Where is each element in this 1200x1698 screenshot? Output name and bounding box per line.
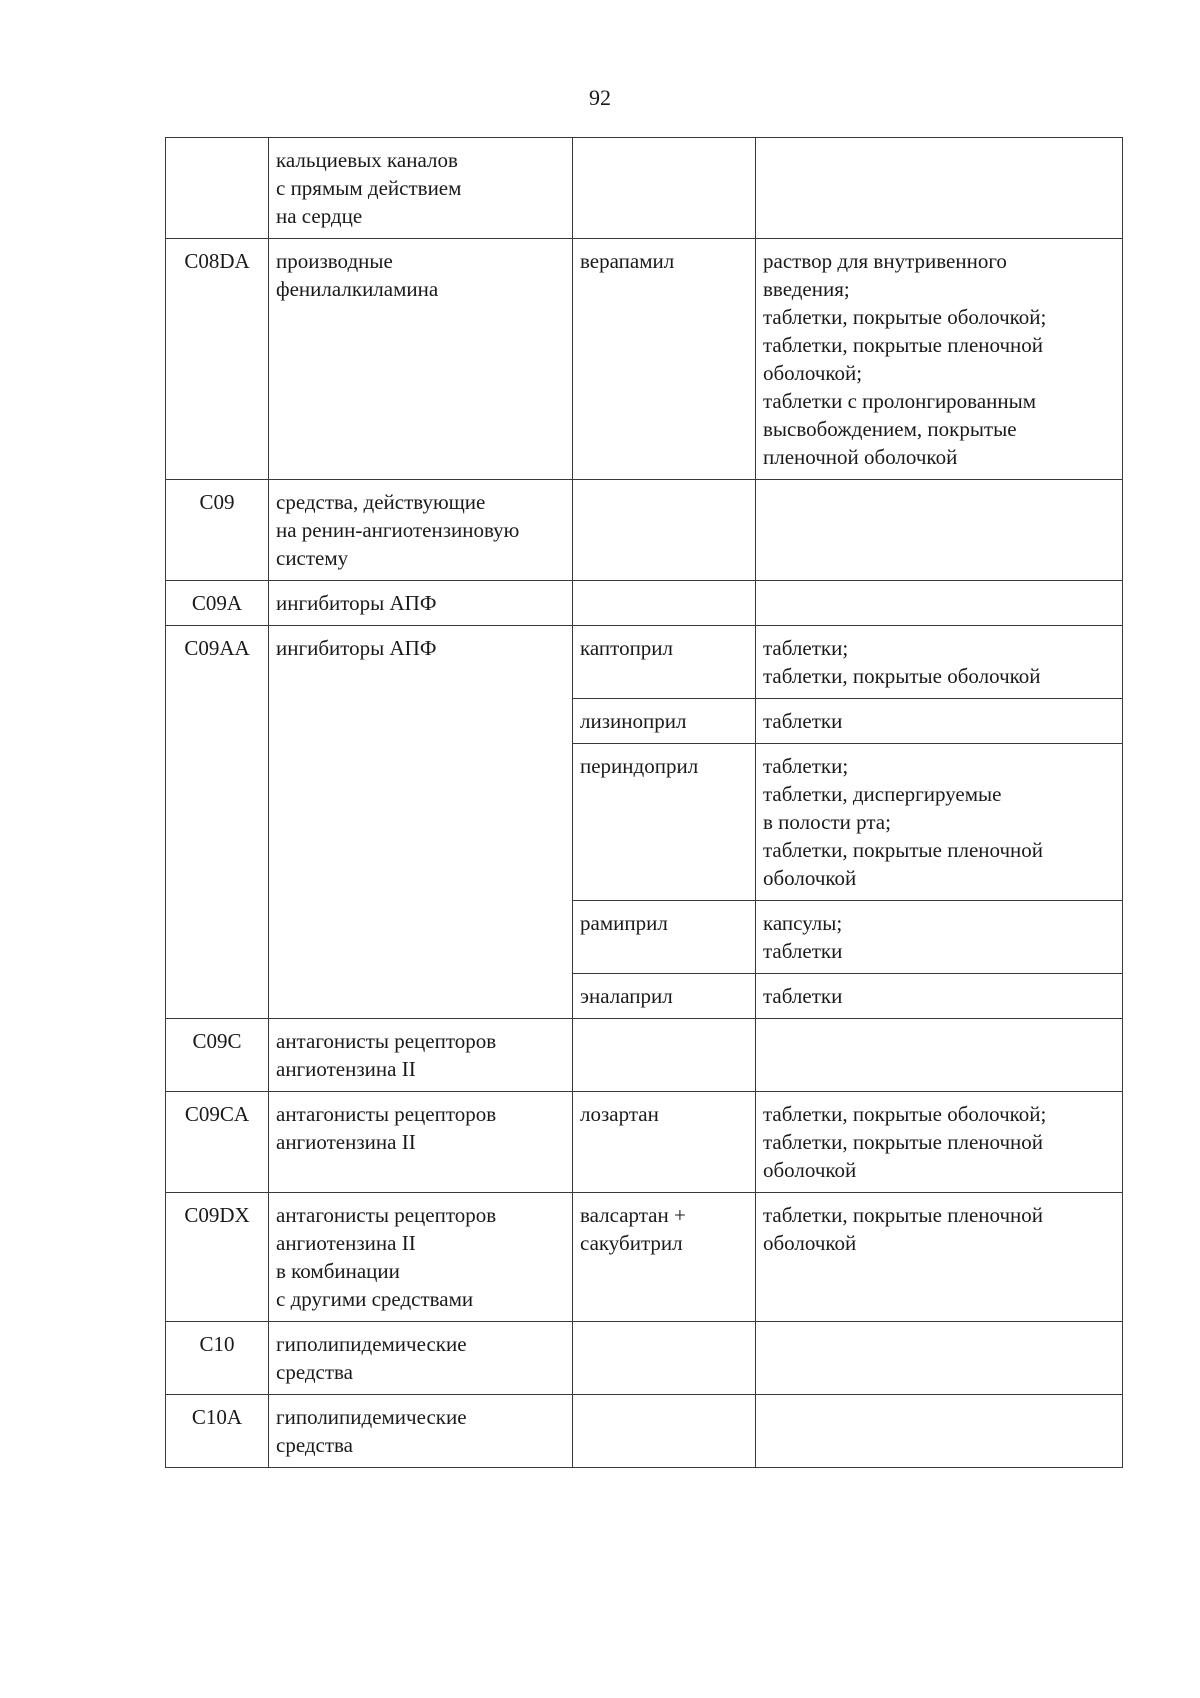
- dosage-form-cell: таблетки; таблетки, диспергируемые в полости рта; таблетки, покрытые пленочной оболочкой: [756, 744, 1123, 901]
- table-row: [166, 1019, 1123, 1092]
- table-row: [166, 1092, 1123, 1193]
- drug-name-cell: лозартан: [573, 1092, 756, 1193]
- drug-name-cell: рамиприл: [573, 901, 756, 974]
- atc-code-cell: C09C: [166, 1019, 269, 1092]
- table-row: [166, 626, 1123, 699]
- drug-name-cell: верапамил: [573, 239, 756, 480]
- drug-group-cell: кальциевых каналов с прямым действием на сердце: [269, 138, 573, 239]
- drug-name-cell: [573, 1395, 756, 1468]
- atc-code-cell: [166, 138, 269, 239]
- atc-code-cell: C09A: [166, 581, 269, 626]
- medication-table: [165, 137, 1123, 1468]
- table-body: [166, 138, 1123, 1468]
- table-row: [166, 1395, 1123, 1468]
- drug-name-cell: [573, 480, 756, 581]
- dosage-form-cell: [756, 1395, 1123, 1468]
- page-number: 92: [589, 85, 611, 110]
- atc-code-cell: C09: [166, 480, 269, 581]
- drug-name-cell: [573, 1322, 756, 1395]
- drug-name-cell: [573, 1019, 756, 1092]
- drug-group-cell: средства, действующие на ренин-ангиотензиновую систему: [269, 480, 573, 581]
- drug-name-cell: каптоприл: [573, 626, 756, 699]
- dosage-form-cell: [756, 1322, 1123, 1395]
- dosage-form-cell: [756, 581, 1123, 626]
- table-row: [166, 1193, 1123, 1322]
- dosage-form-cell: капсулы; таблетки: [756, 901, 1123, 974]
- atc-code-cell: C09DX: [166, 1193, 269, 1322]
- drug-group-cell: антагонисты рецепторов ангиотензина II: [269, 1092, 573, 1193]
- dosage-form-cell: таблетки: [756, 974, 1123, 1019]
- drug-name-cell: [573, 138, 756, 239]
- table-row: [166, 1322, 1123, 1395]
- dosage-form-cell: таблетки; таблетки, покрытые оболочкой: [756, 626, 1123, 699]
- dosage-form-cell: раствор для внутривенного введения; таблетки, покрытые оболочкой; таблетки, покрытые пленочной оболочкой; таблетки с пролонгированным высвобождением, покрытые пленочной оболочкой: [756, 239, 1123, 480]
- dosage-form-cell: таблетки, покрытые пленочной оболочкой: [756, 1193, 1123, 1322]
- drug-group-cell: гиполипидемические средства: [269, 1395, 573, 1468]
- table-row: [166, 581, 1123, 626]
- drug-group-cell: антагонисты рецепторов ангиотензина II: [269, 1019, 573, 1092]
- table-row: [166, 138, 1123, 239]
- dosage-form-cell: [756, 138, 1123, 239]
- drug-group-cell: ингибиторы АПФ: [269, 581, 573, 626]
- drug-group-cell: гиполипидемические средства: [269, 1322, 573, 1395]
- atc-code-cell: C10: [166, 1322, 269, 1395]
- atc-code-cell: C08DA: [166, 239, 269, 480]
- atc-code-cell: C10A: [166, 1395, 269, 1468]
- dosage-form-cell: таблетки: [756, 699, 1123, 744]
- drug-name-cell: лизиноприл: [573, 699, 756, 744]
- atc-code-cell: C09AA: [166, 626, 269, 1019]
- drug-group-cell: производные фенилалкиламина: [269, 239, 573, 480]
- drug-name-cell: периндоприл: [573, 744, 756, 901]
- drug-name-cell: валсартан + сакубитрил: [573, 1193, 756, 1322]
- dosage-form-cell: [756, 1019, 1123, 1092]
- table-row: [166, 239, 1123, 480]
- table-row: [166, 480, 1123, 581]
- drug-name-cell: эналаприл: [573, 974, 756, 1019]
- drug-name-cell: [573, 581, 756, 626]
- drug-group-cell: антагонисты рецепторов ангиотензина II в комбинации с другими средствами: [269, 1193, 573, 1322]
- drug-group-cell: ингибиторы АПФ: [269, 626, 573, 1019]
- dosage-form-cell: [756, 480, 1123, 581]
- atc-code-cell: C09CA: [166, 1092, 269, 1193]
- dosage-form-cell: таблетки, покрытые оболочкой; таблетки, покрытые пленочной оболочкой: [756, 1092, 1123, 1193]
